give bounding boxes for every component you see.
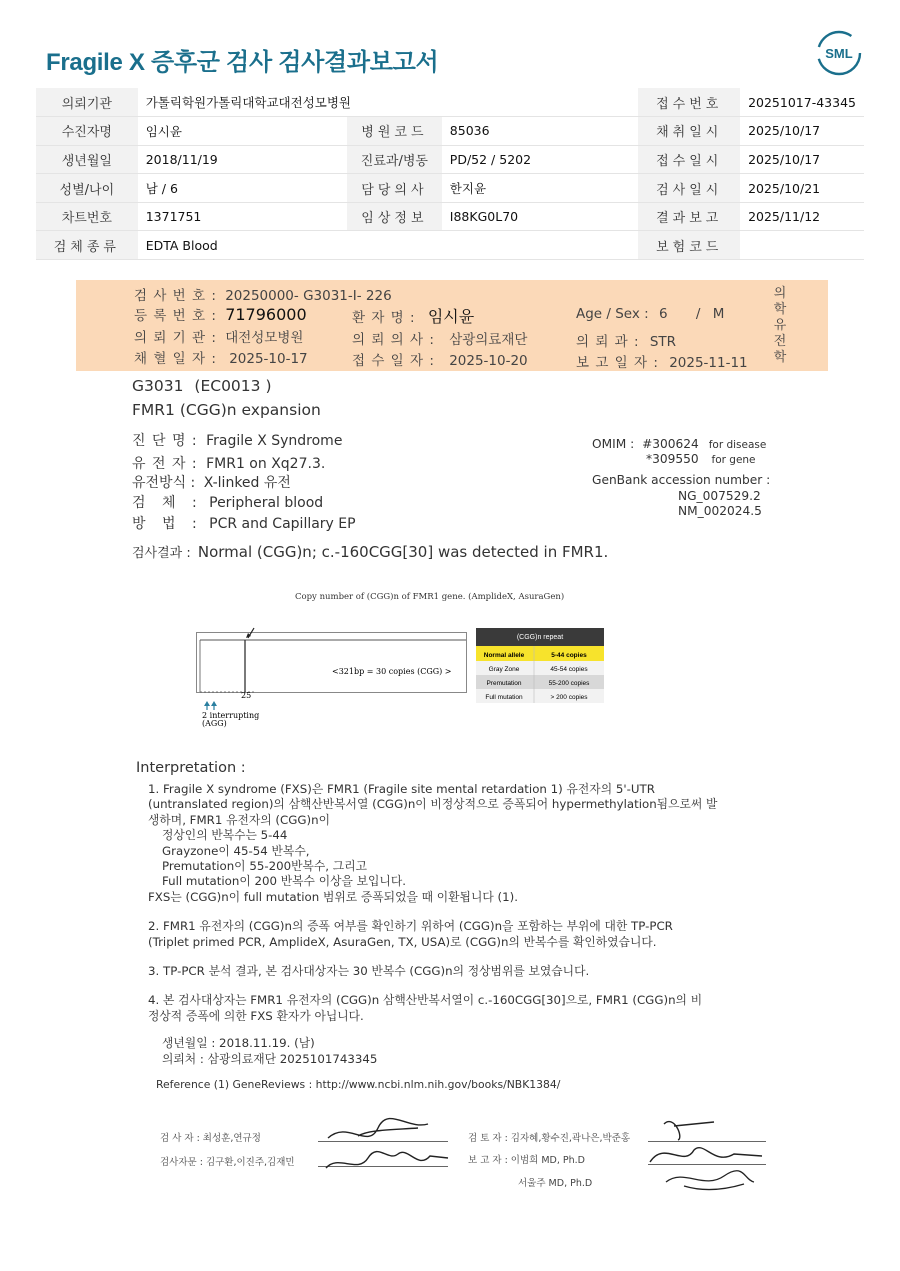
info-value: 2025/11/12: [740, 202, 864, 231]
interp-line: Full mutation이 200 반복수 이상을 보입니다.: [162, 874, 406, 889]
interp-line: 1. Fragile X syndrome (FXS)은 FMR1 (Fragile site mental retardation 1) 유전자의 5'-UTR: [148, 782, 655, 796]
repeat-row-name: Full mutation: [485, 694, 523, 701]
info-label: 진료과/병동: [347, 145, 442, 174]
gene-line: [132, 453, 325, 473]
report-date: 2025-11-11: [669, 355, 748, 371]
figure-caption: Copy number of (CGG)n of FMR1 gene. (AmplideX, AsuraGen): [295, 592, 565, 602]
summary-row: [134, 326, 303, 346]
genbank-label: GenBank accession number :: [592, 473, 771, 487]
receipt-date: 2025-10-20: [449, 353, 528, 369]
specimen: Peripheral blood: [209, 495, 324, 511]
result-text: Normal (CGG)n; c.-160CGG[30] was detected in FMR1.: [197, 543, 609, 561]
reporter-line-2: 서울주 MD, Ph.D: [518, 1178, 593, 1189]
genbank-1: NG_007529.2: [678, 489, 761, 503]
repeat-row-name: Normal allele: [483, 652, 525, 659]
method-line: [132, 513, 356, 533]
info-row: [36, 174, 864, 203]
info-label: 접수번호: [638, 88, 740, 117]
summary-row: [352, 304, 474, 324]
electropherogram: [196, 626, 476, 736]
info-value: 2018/11/19: [138, 145, 347, 174]
test-code-line: [132, 377, 272, 395]
interp-line: 2. FMR1 유전자의 (CGG)n의 증폭 여부를 확인하기 위하여 (CGG)n을 포함하는 부위에 대한 TP-PCR: [148, 919, 673, 934]
genbank-2: NM_002024.5: [678, 504, 762, 518]
summary-row: [134, 304, 307, 324]
repeat-table-header: (CGG)n repeat: [516, 634, 564, 641]
collect-date: 2025-10-17: [229, 351, 308, 367]
interp-line: Premutation이 55-200반복수, 그리고: [162, 859, 367, 874]
patient-name: 임시윤: [427, 307, 475, 326]
info-label: 검사일시: [638, 174, 740, 203]
axis-tick-label: 25: [241, 691, 252, 700]
omim-gene-note: for gene: [711, 454, 756, 466]
info-row: [36, 117, 864, 146]
repeat-range-table: [476, 628, 604, 706]
summary-row: [576, 330, 676, 350]
info-label: 차트번호: [36, 202, 138, 231]
info-label: 수진자명: [36, 117, 138, 146]
specimen-line: [132, 492, 323, 512]
info-label: 임상정보: [347, 202, 442, 231]
test-name: FMR1 (CGG)n expansion: [132, 401, 321, 419]
test-code: G3031: [132, 377, 184, 395]
interp-ref: 의뢰처 : 삼광의료재단 2025101743345: [162, 1051, 378, 1066]
info-label: 담당의사: [347, 174, 442, 203]
interp-line: 정상적 증폭에 의한 FXS 환자가 아닙니다.: [148, 1008, 364, 1023]
dept-label: 의 뢰 과 :: [576, 334, 640, 350]
age-sex-label: Age / Sex :: [576, 306, 649, 322]
info-value: I88KG0L70: [442, 202, 639, 231]
summary-row: [576, 351, 748, 371]
test-ec: (EC0013 ): [194, 377, 272, 395]
info-label: 병원코드: [347, 117, 442, 146]
gene: FMR1 on Xq27.3.: [206, 456, 326, 472]
interp-line: 정상인의 반복수는 5-44: [162, 828, 288, 843]
info-value: EDTA Blood: [138, 231, 639, 260]
reporter-line: 보 고 자 : 이범희 MD, Ph.D: [468, 1155, 585, 1166]
interp-line: (Triplet primed PCR, AmplideX, AsuraGen, TX, USA)로 (CGG)n의 반복수를 확인하였습니다.: [148, 934, 657, 949]
dept: STR: [649, 334, 677, 350]
info-label: 생년월일: [36, 145, 138, 174]
method-label: 방 법 :: [132, 516, 203, 532]
interp-line: FXS는 (CGG)n이 full mutation 범위로 증폭되었을 때 이환됩니다 (1).: [148, 889, 518, 904]
info-value: [740, 231, 864, 260]
interp-line: Grayzone이 45-54 반복수,: [162, 843, 310, 858]
diagnosis-line: [132, 430, 342, 450]
vertical-dept-text: 의학유전학: [773, 286, 787, 365]
summary-row: [134, 347, 308, 367]
omim-label: OMIM :: [592, 437, 635, 451]
info-value: 2025/10/17: [740, 117, 864, 146]
omim-gene: *309550: [646, 452, 699, 466]
summary-row: [134, 284, 392, 304]
logo-text: SML: [825, 46, 853, 61]
reviewer-line: 검 토 자 : 김자혜,황수진,곽나은,박준홍: [468, 1133, 630, 1144]
collect-label: 채 혈 일 자 :: [134, 351, 217, 367]
info-value: 2025/10/17: [740, 145, 864, 174]
inheritance-line: [132, 472, 291, 492]
reference-line: Reference (1) GeneReviews : http://www.ncbi.nlm.nih.gov/books/NBK1384/: [156, 1078, 561, 1091]
repeat-row-value: 45-54 copies: [550, 666, 588, 673]
repeat-row-value: > 200 copies: [550, 694, 588, 701]
repeat-row-name: Premutation: [486, 680, 522, 687]
patient-info-table: [36, 88, 864, 260]
info-row: [36, 145, 864, 174]
info-label: 접수일시: [638, 145, 740, 174]
interpretation-title: Interpretation :: [136, 760, 246, 776]
reg-no: 71796000: [225, 305, 307, 324]
receipt-label: 접 수 일 자 :: [352, 353, 435, 369]
diagnosis-label: 진 단 명 :: [132, 433, 198, 449]
info-row: [36, 88, 864, 117]
plot-frame: [197, 633, 467, 693]
omim-disease: #300624: [642, 437, 699, 451]
summary-row: [352, 349, 528, 369]
interp-line: 3. TP-PCR 분석 결과, 본 검사대상자는 30 반복수 (CGG)n의 정상범위를 보였습니다.: [148, 964, 590, 979]
inheritance: X-linked 유전: [203, 475, 291, 491]
info-label: 보험코드: [638, 231, 740, 260]
repeat-row-value: 5-44 copies: [551, 652, 587, 659]
age: 6: [659, 306, 668, 322]
info-value: 85036: [442, 117, 639, 146]
omim-line-2: [646, 452, 756, 466]
reg-no-label: 등 록 번 호 :: [134, 308, 217, 324]
inheritance-label: 유전방식 :: [132, 475, 196, 491]
info-value: 한지윤: [442, 174, 639, 203]
test-no-label: 검 사 번 호 :: [134, 288, 217, 304]
consultant-line: 검사자문 : 김구환,이진주,김재민: [160, 1157, 295, 1168]
sml-logo-icon: [816, 30, 862, 76]
diagnosis: Fragile X Syndrome: [206, 433, 343, 449]
tester-line: 검 사 자 : 최성훈,연규정: [160, 1133, 261, 1144]
result-line: [132, 542, 608, 561]
info-label: 의뢰기관: [36, 88, 138, 117]
info-label: 성별/나이: [36, 174, 138, 203]
info-value: PD/52 / 5202: [442, 145, 639, 174]
doctor: 삼광의료재단: [449, 332, 528, 348]
info-label: 결과보고: [638, 202, 740, 231]
signature-reviewer-icon: [644, 1110, 770, 1196]
patient-label: 환 자 명 :: [352, 310, 416, 326]
info-value: 임시윤: [138, 117, 347, 146]
interp-line: 생하며, FMR1 유전자의 (CGG)n이: [148, 812, 331, 827]
interp-line: (untranslated region)의 삼핵산반복서열 (CGG)n이 비정상적으로 증폭되어 hypermethylation됨으로써 발: [148, 797, 718, 812]
page-title: Fragile X 증후군 검사 검사결과보고서: [46, 49, 439, 76]
info-value: 20251017-43345: [740, 88, 864, 117]
info-value: 남 / 6: [138, 174, 347, 203]
doctor-label: 의 뢰 의 사 :: [352, 332, 435, 348]
sex: M: [712, 306, 725, 322]
interrupt-arrows-icon: [204, 701, 217, 706]
gene-label: 유 전 자 :: [132, 456, 198, 472]
interp-line: 4. 본 검사대상자는 FMR1 유전자의 (CGG)n 삼핵산반복서열이 c.-160CGG[30]으로, FMR1 (CGG)n의 비: [148, 993, 703, 1008]
info-label: 검체종류: [36, 231, 138, 260]
repeat-row-value: 55-200 copies: [548, 680, 590, 687]
summary-row: [576, 306, 724, 326]
inst: 대전성모병원: [225, 330, 304, 346]
info-value: 가톨릭학원가톨릭대학교대전성모병원: [138, 88, 639, 117]
interrupt-label: 2 interrupting: [202, 711, 260, 720]
summary-row: [352, 328, 527, 348]
peak-label: <321bp = 30 copies (CGG) >: [332, 667, 452, 676]
sex-sep: /: [695, 306, 701, 322]
test-no: 20250000- G3031-I- 226: [225, 288, 392, 304]
specimen-label: 검 체 :: [132, 495, 203, 511]
interpretation-body: [148, 782, 717, 1076]
signature-tester-icon: [318, 1110, 458, 1176]
omim-line-1: [592, 437, 766, 451]
repeat-row-name: Gray Zone: [488, 666, 520, 673]
interp-dob: 생년월일 : 2018.11.19. (남): [162, 1036, 315, 1051]
info-label: 채취일시: [638, 117, 740, 146]
report-label: 보 고 일 자 :: [576, 355, 659, 371]
info-row: [36, 202, 864, 231]
info-value: 2025/10/21: [740, 174, 864, 203]
omim-disease-note: for disease: [708, 439, 767, 451]
interrupt-label-2: (AGG): [202, 719, 227, 728]
info-row: [36, 231, 864, 260]
summary-box: [76, 280, 828, 371]
info-value: 1371751: [138, 202, 347, 231]
result-label: 검사결과 :: [132, 546, 191, 561]
method: PCR and Capillary EP: [209, 516, 356, 532]
inst-label: 의 뢰 기 관 :: [134, 330, 217, 346]
